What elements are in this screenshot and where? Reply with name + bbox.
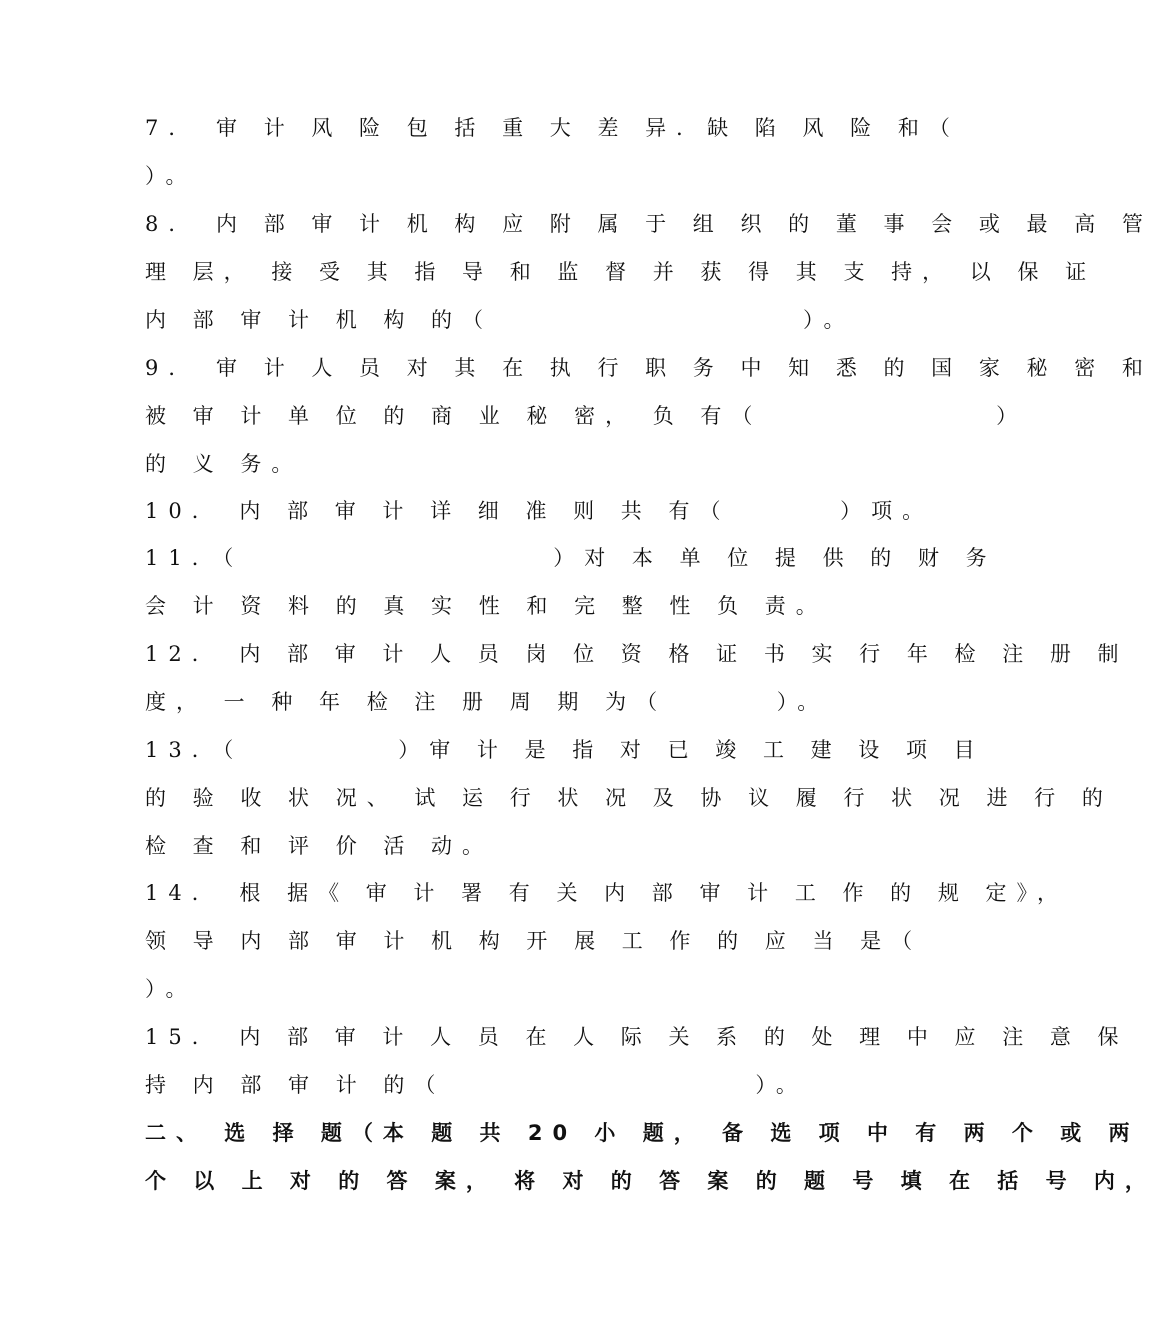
question-14-line-1: 14． 根 据《 审 计 署 有 关 内 部 审 计 工 作 的 规 定》， xyxy=(145,881,1069,905)
question-9-line-1: 9． 审 计 人 员 对 其 在 执 行 职 务 中 知 悉 的 国 家 秘 密 和 xyxy=(145,356,1153,380)
question-12-line-2: 度， 一 种 年 检 注 册 周 期 为（ ）。 xyxy=(145,690,829,714)
question-14-line-2: 领 导 内 部 审 计 机 构 开 展 工 作 的 应 当 是（ xyxy=(145,929,923,953)
question-10-line-1: 10． 内 部 审 计 详 细 准 则 共 有（ ）项。 xyxy=(145,499,934,523)
question-9-line-3: 的 义 务。 xyxy=(145,452,303,476)
question-11-line-2: 会 计 资 料 的 真 实 性 和 完 整 性 负 责。 xyxy=(145,594,827,618)
question-13-line-1: 13．（ ）审 计 是 指 对 已 竣 工 建 设 项 目 xyxy=(145,738,985,762)
question-11-line-1: 11．（ ）对 本 单 位 提 供 的 财 务 xyxy=(145,546,997,570)
question-15-line-2: 持 内 部 审 计 的（ ）。 xyxy=(145,1073,807,1097)
section-2-heading-line-1: 二、 选 择 题（本 题 共 20 小 题， 备 选 项 中 有 两 个 或 两 xyxy=(145,1121,1140,1145)
question-13-line-2: 的 验 收 状 况、 试 运 行 状 况 及 协 议 履 行 状 况 进 行 的 xyxy=(145,786,1113,810)
question-12-line-1: 12． 内 部 审 计 人 员 岗 位 资 格 证 书 实 行 年 检 注 册 制 xyxy=(145,642,1129,666)
question-14-line-3: ）。 xyxy=(145,977,197,1001)
question-9-line-2: 被 审 计 单 位 的 商 业 秘 密， 负 有（ ） xyxy=(145,404,1028,428)
question-7-line-2: ）。 xyxy=(145,164,197,188)
question-8-line-1: 8． 内 部 审 计 机 构 应 附 属 于 组 织 的 董 事 会 或 最 高 管 xyxy=(145,212,1153,236)
question-15-line-1: 15． 内 部 审 计 人 员 在 人 际 关 系 的 处 理 中 应 注 意 保 xyxy=(145,1025,1129,1049)
question-8-line-2: 理 层， 接 受 其 指 导 和 监 督 并 获 得 其 支 持， 以 保 证 xyxy=(145,260,1097,284)
section-2-heading-line-2: 个 以 上 对 的 答 案， 将 对 的 答 案 的 题 号 填 在 括 号 内， xyxy=(145,1169,1156,1193)
question-13-line-3: 检 查 和 评 价 活 动。 xyxy=(145,834,494,858)
question-7-line-1: 7． 审 计 风 险 包 括 重 大 差 异．缺 陷 风 险 和（ xyxy=(145,116,960,140)
question-8-line-3: 内 部 审 计 机 构 的（ ）。 xyxy=(145,308,855,332)
